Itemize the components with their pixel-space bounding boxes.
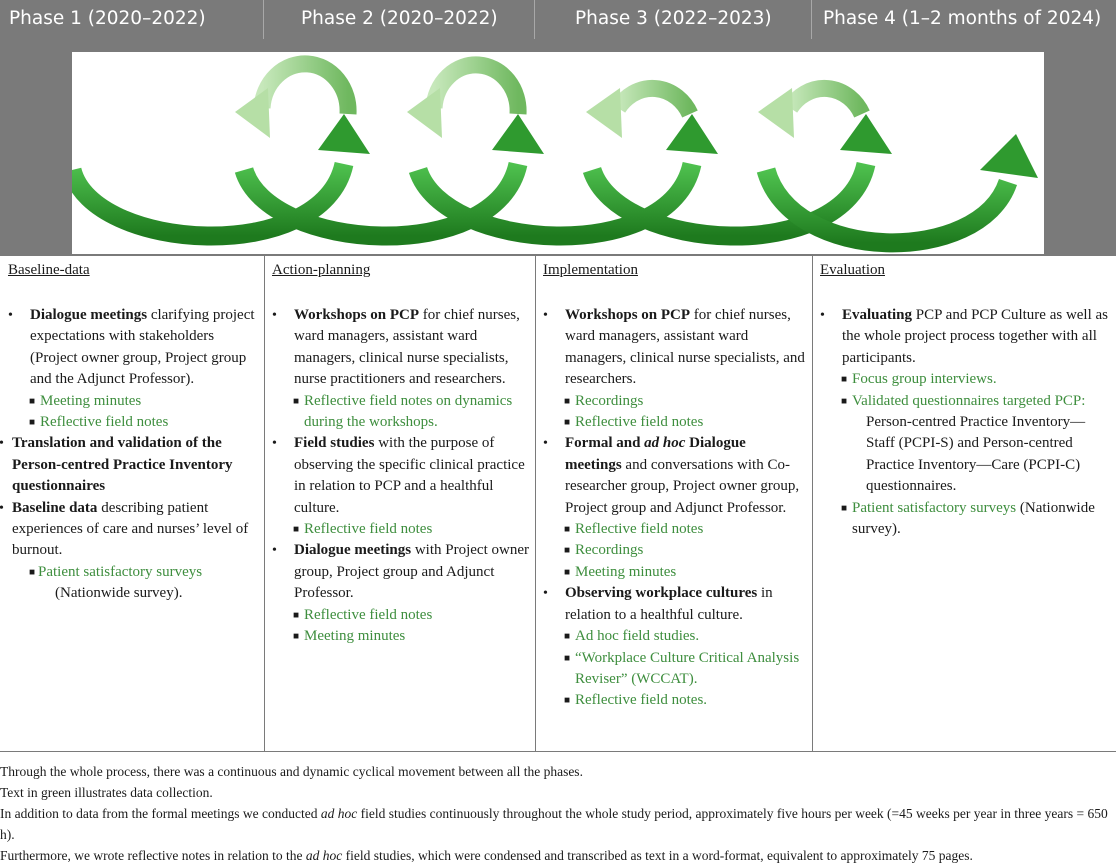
data-collection-item: ■ Patient satisfactory surveys bbox=[8, 562, 256, 583]
table-footnotes bbox=[0, 761, 1116, 866]
data-collection-item: ■ Recordings bbox=[543, 391, 806, 412]
phase-header-row bbox=[0, 0, 1116, 39]
phase-content-table bbox=[0, 255, 1116, 752]
cycle-arrow-dark-1 bbox=[72, 114, 370, 236]
data-collection-item: ■ Patient satisfactory surveys (Nationwide survey). bbox=[820, 498, 1110, 541]
action-planning-heading: Action-planning bbox=[272, 262, 371, 278]
data-collection-item: ■ Reflective field notes bbox=[272, 519, 529, 540]
data-collection-item: ■ Focus group interviews. bbox=[820, 369, 1110, 390]
cycle-arrow-dark-4 bbox=[592, 114, 892, 236]
data-collection-item: ■ Recordings bbox=[543, 540, 806, 561]
implementation-heading: Implementation bbox=[543, 262, 638, 278]
phase-2-header: Phase 2 (2020–2022) bbox=[264, 0, 535, 39]
data-collection-note: (Nationwide survey). bbox=[55, 585, 183, 602]
data-collection-item: ■ Validated questionnaires targeted PCP: Person-centred Practice Inventory—Staff (PCPI-S) and Person-centred Practice Inventory—Care (PCPI-C) questionnaires. bbox=[820, 391, 1110, 498]
action-planning-column bbox=[264, 256, 535, 751]
evaluation-column bbox=[812, 256, 1116, 751]
data-collection-item: ■ Meeting minutes bbox=[543, 562, 806, 583]
phase-1-header: Phase 1 (2020–2022) bbox=[0, 0, 264, 39]
cycle-arrow-light-4 bbox=[758, 88, 862, 138]
data-collection-item: ■ Reflective field notes bbox=[543, 412, 806, 433]
data-collection-item: ■ Meeting minutes bbox=[272, 626, 529, 647]
data-collection-item: ■ “Workplace Culture Critical Analysis Reviser” (WCCAT). bbox=[543, 648, 806, 691]
data-collection-item: ■ Ad hoc field studies. bbox=[543, 626, 806, 647]
footnote-4: Furthermore, we wrote reflective notes in relation to the ad hoc field studies, which were condensed and transcribed as text in a word-format, equivalent to approximately 75 pages. bbox=[0, 848, 973, 863]
cycle-arrow-dark-2 bbox=[244, 114, 544, 236]
data-collection-item: ■ Reflective field notes bbox=[272, 605, 529, 626]
figure-band bbox=[0, 39, 1116, 255]
list-item: • Baseline data describing patient experiences of care and nurses’ level of burnout. bbox=[0, 498, 256, 562]
data-collection-item: ■ Meeting minutes bbox=[8, 391, 256, 412]
phase-4-header: Phase 4 (1–2 months of 2024) bbox=[823, 8, 1102, 29]
baseline-column bbox=[0, 256, 264, 751]
footnote-3: In addition to data from the formal meetings we conducted ad hoc field studies continuously throughout the whole study period, approximately five hours per week (=45 weeks per year in three years = 650 h). bbox=[0, 806, 1108, 842]
data-collection-item: ■ Reflective field notes on dynamics during the workshops. bbox=[272, 391, 529, 434]
list-item: • Translation and validation of the Person-centred Practice Inventory questionnaires bbox=[0, 433, 256, 497]
cycle-arrow-dark-3 bbox=[418, 114, 718, 236]
cycle-arrow-dark-5 bbox=[766, 134, 1038, 243]
data-collection-item: ■ Reflective field notes. bbox=[543, 690, 806, 711]
data-collection-item: ■ Reflective field notes bbox=[8, 412, 256, 433]
cycle-arrow-light-1 bbox=[235, 64, 348, 138]
list-item: • Evaluating PCP and PCP Culture as well as the whole project process together with all participants. bbox=[820, 305, 1110, 369]
phase-3-header: Phase 3 (2022–2023) bbox=[535, 0, 812, 39]
list-item: • Workshops on PCP for chief nurses, ward managers, assistant ward managers, clinical nurse specialists, nurse practitioners and researchers. bbox=[272, 305, 529, 391]
footnote-1: Through the whole process, there was a continuous and dynamic cyclical movement between all the phases. bbox=[0, 764, 583, 779]
footnote-2: Text in green illustrates data collection. bbox=[0, 785, 213, 800]
implementation-column bbox=[535, 256, 812, 751]
list-item: • Workshops on PCP for chief nurses, ward managers, assistant ward managers, clinical nurse specialists, and researchers. bbox=[543, 305, 806, 391]
list-item: • Dialogue meetings with Project owner group, Project group and Adjunct Professor. bbox=[272, 540, 529, 604]
list-item: • Formal and ad hoc Dialogue meetings and conversations with Co-researcher group, Project owner group, Project group and Adjunct Professor. bbox=[543, 433, 806, 519]
data-collection-item: ■ Reflective field notes bbox=[543, 519, 806, 540]
evaluation-heading: Evaluation bbox=[820, 262, 885, 278]
baseline-heading: Baseline-data bbox=[8, 262, 90, 278]
list-item: • Field studies with the purpose of observing the specific clinical practice in relation to PCP and a healthful culture. bbox=[272, 433, 529, 519]
list-item: • Dialogue meetings clarifying project expectations with stakeholders (Project owner group, Project group and the Adjunct Professor). bbox=[8, 305, 256, 391]
list-item: • Observing workplace cultures in relation to a healthful culture. bbox=[543, 583, 806, 626]
cycle-arrow-light-3 bbox=[586, 88, 690, 138]
cycle-arrow-light-2 bbox=[407, 65, 518, 138]
cycle-arrows-figure bbox=[72, 52, 1044, 254]
